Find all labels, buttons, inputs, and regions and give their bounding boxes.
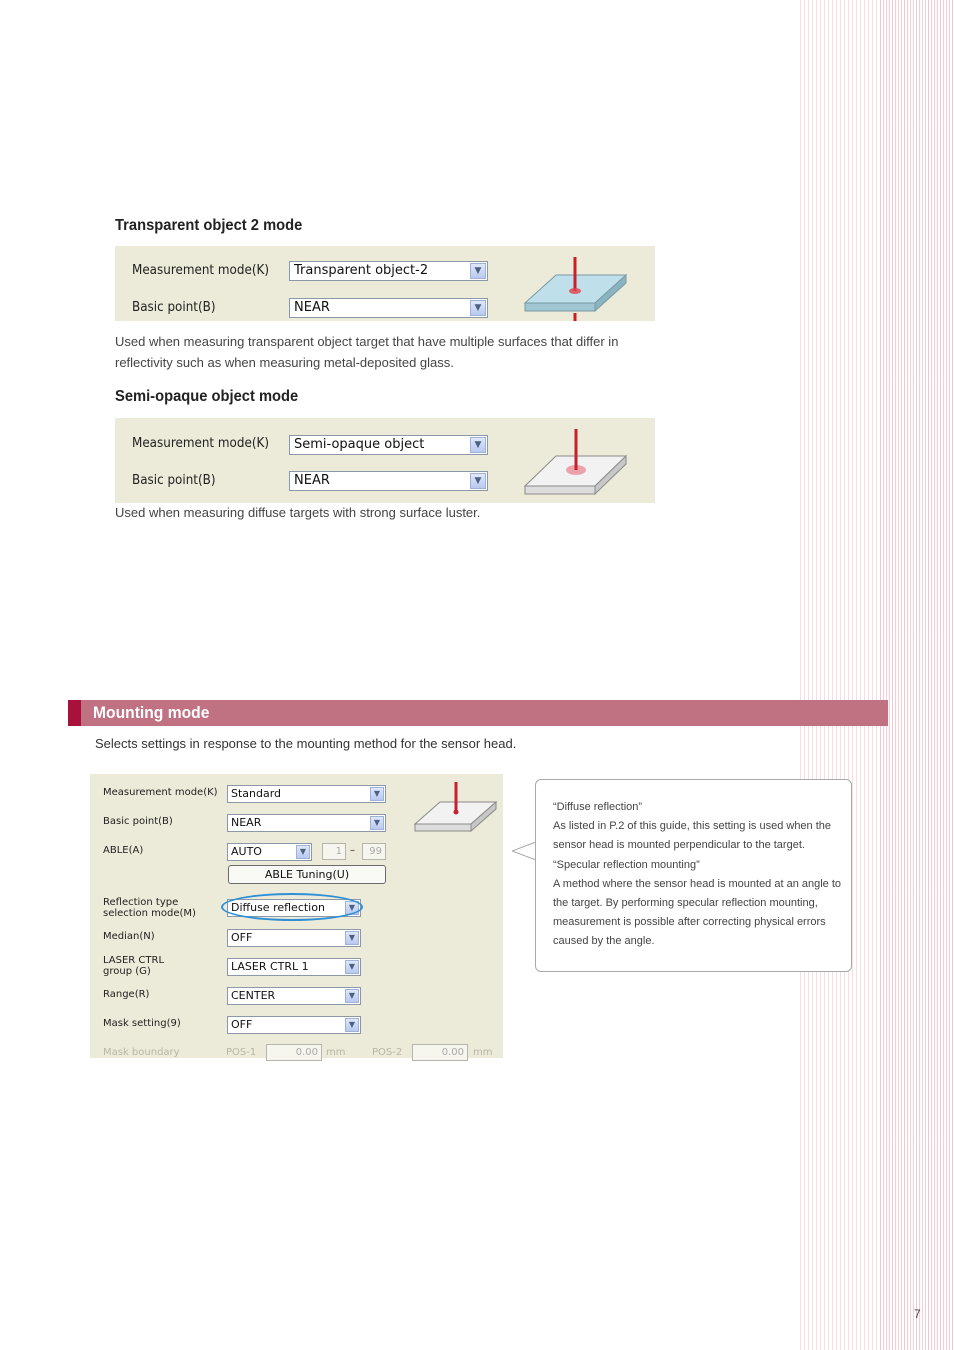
dropdown-value: NEAR: [294, 473, 330, 488]
basic-point-dropdown[interactable]: [289, 471, 488, 491]
able-tuning-button[interactable]: ABLE Tuning(U): [228, 865, 386, 884]
measurement-mode-dropdown[interactable]: [227, 785, 386, 803]
pos1-label: POS-1: [226, 1047, 257, 1058]
pos1-field[interactable]: 0.00: [266, 1044, 322, 1061]
chevron-down-icon[interactable]: ▼: [370, 816, 384, 830]
measurement-mode-dropdown[interactable]: [289, 435, 488, 455]
dropdown-value: Transparent object-2: [294, 263, 429, 278]
reflection-type-label: [103, 897, 196, 919]
basic-point-label: Basic point(B): [103, 816, 173, 827]
basic-point-label: Basic point(B): [132, 300, 216, 315]
chevron-down-icon[interactable]: ▼: [345, 989, 359, 1003]
chevron-down-icon[interactable]: ▼: [345, 960, 359, 974]
dropdown-value: Semi-opaque object: [294, 437, 425, 452]
dropdown-value: OFF: [231, 1018, 253, 1031]
chevron-down-icon[interactable]: ▼: [470, 437, 486, 453]
dropdown-value: OFF: [231, 931, 253, 944]
callout-text: [553, 798, 845, 952]
able-min-field[interactable]: 1: [322, 843, 346, 860]
pos2-unit: mm: [473, 1047, 493, 1058]
mask-boundary-label: Mask boundary: [103, 1047, 180, 1058]
laser-ctrl-label: [103, 955, 164, 977]
measurement-mode-label: Measurement mode(K): [132, 436, 270, 451]
able-dropdown[interactable]: [227, 843, 312, 861]
range-dropdown[interactable]: [227, 987, 361, 1005]
chevron-down-icon[interactable]: ▼: [470, 263, 486, 279]
callout-line: “Diffuse reflection”: [553, 801, 643, 813]
pos2-field[interactable]: 0.00: [412, 1044, 468, 1061]
basic-point-dropdown[interactable]: [227, 814, 386, 832]
transparent-plate-illustration: [520, 251, 630, 321]
dropdown-value: LASER CTRL 1: [231, 960, 309, 973]
basic-point-dropdown[interactable]: [289, 298, 488, 318]
section-title-mounting: Mounting mode: [93, 703, 210, 722]
description-transparent: Used when measuring transparent object target that have multiple surfaces that differ in reflectivity such as when measuring metal-deposited glass.: [115, 334, 619, 370]
mounting-settings-panel: [90, 774, 503, 1058]
median-label: Median(N): [103, 931, 155, 942]
section-heading-transparent: Transparent object 2 mode: [115, 217, 303, 234]
chevron-down-icon[interactable]: ▼: [345, 901, 359, 915]
opaque-plate-illustration: [520, 426, 630, 498]
section-bar-mounting: [68, 700, 888, 726]
dropdown-value: CENTER: [231, 989, 276, 1002]
mounting-plate-illustration: [412, 780, 500, 836]
highlight-ellipse: [221, 893, 363, 921]
reflection-type-label-line2: selection mode(M): [103, 908, 196, 919]
laser-ctrl-label-line1: LASER CTRL: [103, 955, 165, 966]
chevron-down-icon[interactable]: ▼: [370, 787, 384, 801]
laser-ctrl-label-line2: group (G): [103, 966, 151, 977]
measurement-mode-label: Measurement mode(K): [132, 263, 270, 278]
dropdown-value: NEAR: [231, 816, 262, 829]
reflection-type-label-line1: Reflection type: [103, 897, 179, 908]
callout-line: A method where the sensor head is mounted at an angle to the target. By performing specular reflection mounting, measurement is possible after correcting physical errors caused by the angle.: [553, 877, 842, 948]
callout-box: [535, 779, 852, 972]
dropdown-value: NEAR: [294, 300, 330, 315]
settings-panel-semi-opaque: [115, 418, 655, 503]
chevron-down-icon[interactable]: ▼: [470, 473, 486, 489]
pos2-label: POS-2: [372, 1047, 403, 1058]
laser-ctrl-dropdown[interactable]: [227, 958, 361, 976]
range-dash: –: [350, 845, 355, 856]
mask-setting-dropdown[interactable]: [227, 1016, 361, 1034]
settings-panel-transparent: [115, 246, 655, 321]
dropdown-value: Diffuse reflection: [231, 901, 325, 914]
able-label: ABLE(A): [103, 845, 144, 856]
description-semi-opaque: Used when measuring diffuse targets with strong surface luster.: [115, 505, 481, 520]
mounting-intro: Selects settings in response to the mounting method for the sensor head.: [95, 736, 517, 751]
section-marker: [68, 700, 81, 726]
able-max-field[interactable]: 99: [362, 843, 386, 860]
chevron-down-icon[interactable]: ▼: [345, 931, 359, 945]
chevron-down-icon[interactable]: ▼: [296, 845, 310, 859]
median-dropdown[interactable]: [227, 929, 361, 947]
page-number: 7: [914, 1307, 921, 1321]
chevron-down-icon[interactable]: ▼: [345, 1018, 359, 1032]
pos1-unit: mm: [326, 1047, 346, 1058]
mask-setting-label: Mask setting(9): [103, 1018, 181, 1029]
dropdown-value: Standard: [231, 787, 282, 800]
chevron-down-icon[interactable]: ▼: [470, 300, 486, 316]
decorative-stripes-dense: [880, 0, 954, 1350]
basic-point-label: Basic point(B): [132, 473, 216, 488]
callout-line: “Specular reflection mounting”: [553, 858, 700, 871]
measurement-mode-dropdown[interactable]: [289, 261, 488, 281]
callout-line: As listed in P.2 of this guide, this setting is used when the sensor head is mounted perpendicular to the target.: [553, 820, 832, 852]
range-label: Range(R): [103, 989, 150, 1000]
measurement-mode-label: Measurement mode(K): [103, 787, 218, 798]
dropdown-value: AUTO: [231, 845, 262, 858]
section-heading-semi-opaque: Semi-opaque object mode: [115, 388, 299, 405]
